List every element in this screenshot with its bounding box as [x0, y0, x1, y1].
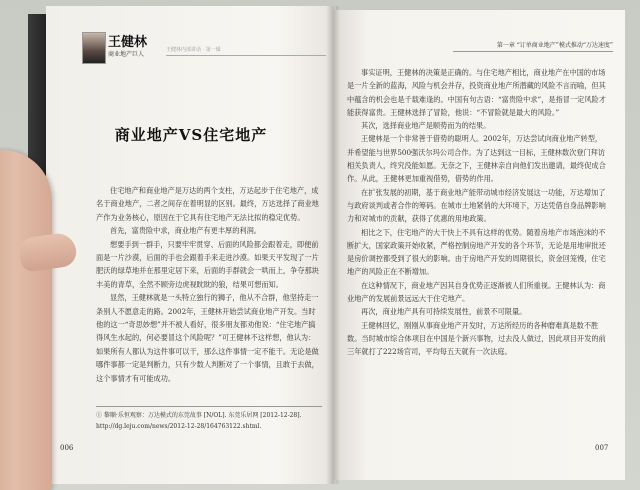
chapter-header: 第一章 “订单商业地产”模式推动“万达速度”	[453, 40, 613, 52]
left-page	[46, 6, 336, 484]
author-portrait	[82, 32, 106, 64]
paragraph: 显然，王健林就是一头特立独行的狮子，他从不合群，他坚持走一条别人不愿意走的路。2002年，王健林开始尝试商业地产开发。当时他的这一“奇思妙想”并不被人看好，很多朋友都劝他说：“住宅地产搞得风生水起的，何必要冒这个风险呢？”可王健林不这样想，他认为：如果所有人都认为这件事可以干，那么这件事情一定不能干。无论是做哪件事都一定是判断力，只有少数人判断对了一个事情，且敢于去做，这个事情才有可能成功。	[96, 293, 319, 383]
page-number-left: 006	[60, 444, 74, 452]
page-number-right: 007	[595, 444, 609, 452]
holding-hand	[0, 150, 52, 490]
paragraph: 再次，商业地产具有可持续发展性，前景不可限量。	[361, 307, 527, 317]
paragraph: 住宅地产和商业地产是万达的两个支柱，万达起步于住宅地产，成名于商业地产，二者之间存在着明显的区别。最终，万达选择了商业地产作为业务核心，原因在于它具有住宅地产无法比拟的稳定优势。	[96, 186, 319, 222]
right-body-text	[347, 66, 609, 359]
book-gutter-shadow	[326, 6, 340, 484]
author-subtitle: 商业地产巨人	[108, 51, 145, 58]
author-name: 王健林	[108, 35, 148, 50]
paragraph: 其次，选择商业地产是顺势而为的结果。	[361, 121, 491, 131]
paragraph: 想要手到一群手，只要牢牢贯穿、后面的风险都会跟着走，即便前面是一片沙漠，后面的手也会跟着手来走进沙漠。如果天平发现了一片肥沃的绿草地并在那里定居下来，后面的手群就会一哄而上，争夺那块丰美的青草，全然不顾旁边虎视眈眈的狼，结果可想而知。	[96, 239, 319, 289]
footnote	[96, 406, 322, 432]
paragraph: 事实证明，王健林的决策是正确的。与住宅地产相比，商业地产在中国的市场是一片全新的蓝海，风险与机会并存，投资商业地产所潜藏的风险不言而喻，但其中蕴含的机会也是千载难逢的。中国有句古语：“富贵险中求”，是指冒一定风险才能获得富贵。王健林选择了冒险，他说：“不冒险就是最大的风险。”	[347, 68, 606, 117]
paragraph: 在这种情况下，商业地产因其自身优势正逐渐被人们所重视。王健林认为：商业地产的发展前景远远大于住宅地产。	[347, 280, 606, 304]
left-running-header: 王健林内部讲话 · 第一辑	[166, 46, 326, 56]
paragraph: 在扩张发展的初期，基于商业地产能带动城市经济发展这一功能，万达增加了与政府谈判或者合作的筹码。在城市土地紧俏的大环境下，万达凭借自身品牌影响力和对城市的贡献，获得了优惠的用地政策。	[347, 187, 606, 224]
author-badge	[82, 32, 164, 66]
section-title: 商业地产VS住宅地产	[114, 126, 268, 144]
left-body-text	[96, 184, 322, 385]
footnote-line: ① 黎顺·乐恒观察：万达模式的东莞故事 [N/OL]. 东莞乐居网 [2012-12-28].	[96, 412, 302, 419]
paragraph: 首先，富贵险中求，商业地产有更丰厚的利润。	[110, 226, 261, 236]
paragraph: 王健林回忆，刚刚从事商业地产开发时，万达所经历的各种磨难真是数不胜数。当时城市综合体项目在中国是个新兴事物，过去没人做过，因此项目开发的前三年就打了222场官司，平均每五天就有一次法庭。	[347, 320, 606, 357]
paragraph: 王健林是一个非常善于借势的聪明人。2002年，万达尝试向商业地产转型，并希望能与世界500强沃尔玛公司合作。为了达到这一目标，王健林数次登门拜访相关负责人，终究没能如愿。无奈之下，王健林亲自向他们发出邀请，最终促成合作。从此，王健林更加重视借势，借势的作用。	[347, 134, 606, 184]
footnote-line: http://dg.leju.com/news/2012-12-28/164763122.shtml.	[96, 423, 262, 430]
paragraph: 相比之下，住宅地产的大干快上不具有这样的优势。随着房地产市场泡沫的不断扩大，国家政策开始收紧，严格控制房地产开发的各个环节，无论是用地审批还是房价调控都受到了很大的影响。由于房地产开发的周期很长，资金回笼慢，住宅地产的风险正在不断增加。	[347, 227, 606, 277]
right-page	[333, 10, 625, 480]
